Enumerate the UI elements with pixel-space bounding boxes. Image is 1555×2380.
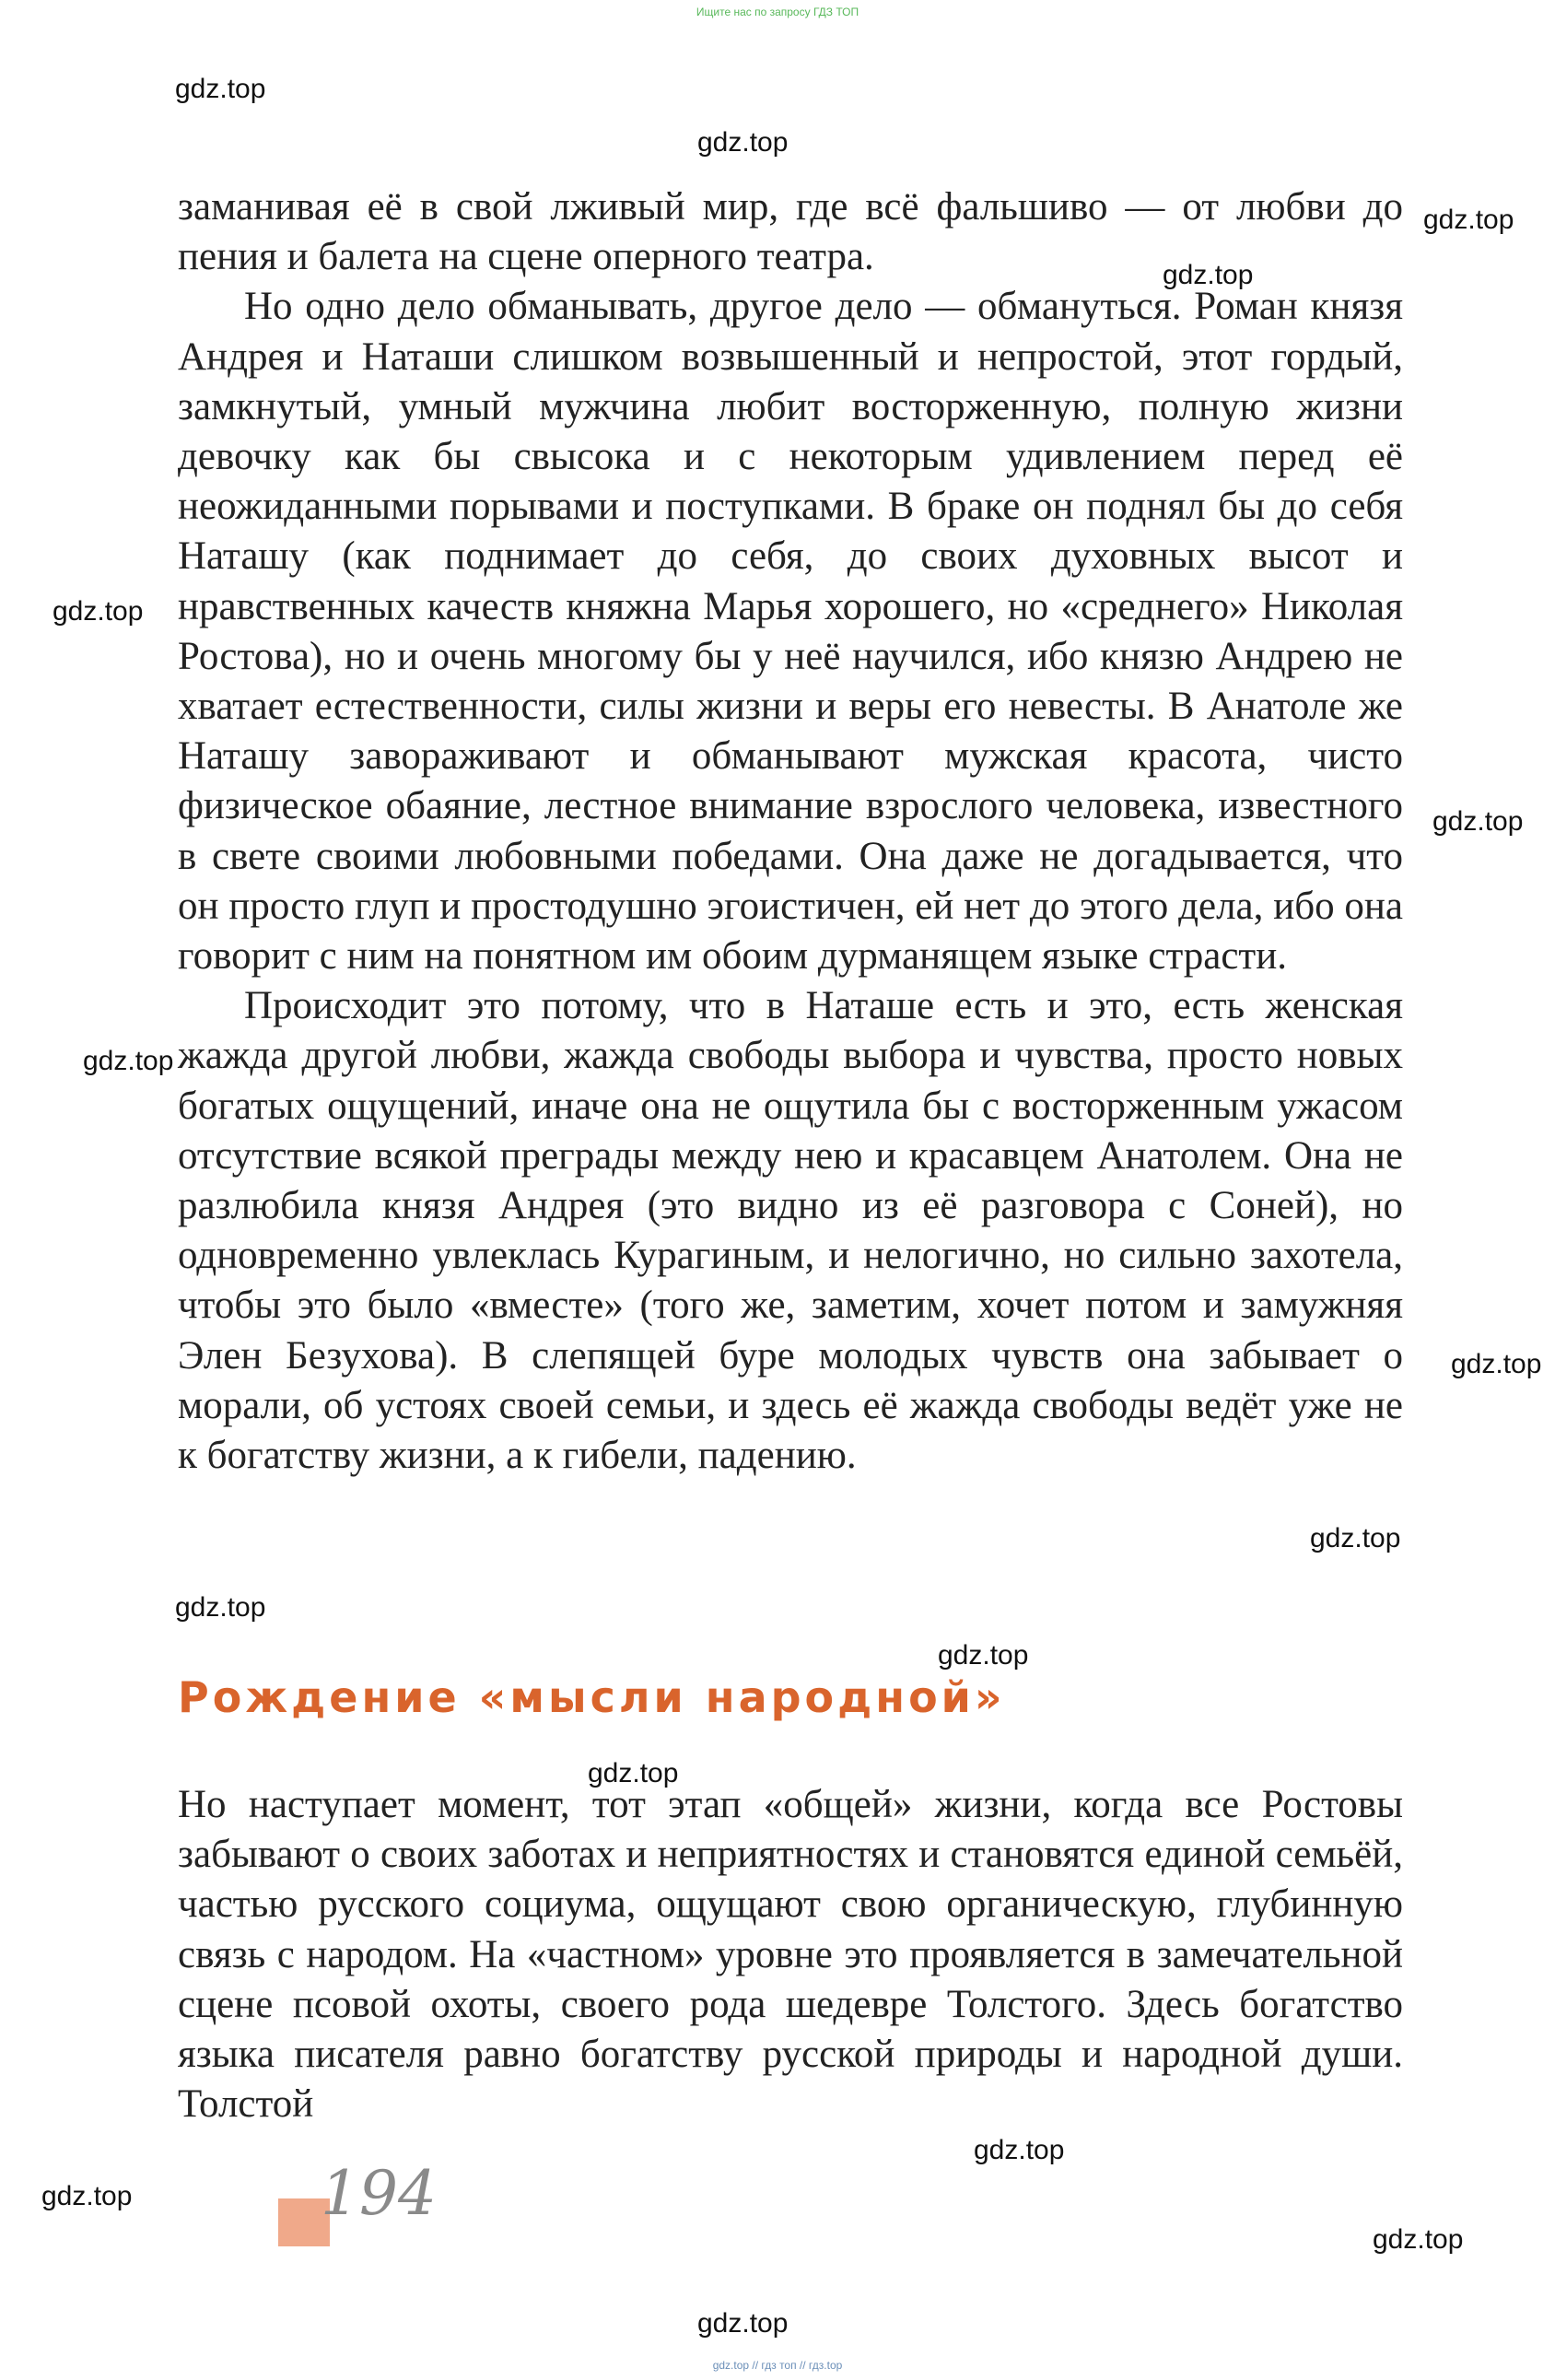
section-heading: Рождение «мысли народной» — [178, 1672, 1006, 1722]
watermark: gdz.top — [938, 1640, 1029, 1671]
watermark: gdz.top — [1451, 1349, 1542, 1379]
watermark: gdz.top — [588, 1758, 679, 1788]
watermark: gdz.top — [83, 1046, 174, 1076]
watermark: gdz.top — [974, 2135, 1065, 2165]
main-text — [178, 182, 1403, 1481]
watermark: gdz.top — [41, 2181, 133, 2211]
watermark: gdz.top — [175, 1592, 266, 1623]
paragraph: заманивая её в свой лживый мир, где всё фальшиво — от любви до пения и балета на сцене оперного театра. — [178, 185, 1403, 279]
footer-links[interactable]: gdz.top // гдз топ // гдз.top — [712, 2359, 843, 2372]
top-banner[interactable]: Ищите нас по запросу ГДЗ ТОП — [696, 6, 859, 18]
paragraph: Но одно дело обманывать, другое дело — обмануться. Роман князя Андрея и Наташи слишком возвышенный и непростой, этот гордый, замкнутый, умный мужчина любит восторженную, полную жизни девочку как бы свысока и с некоторым удивлением перед её неожиданными порывами и поступками. В браке он поднял бы до себя Наташу (как поднимает до себя, до своих духовных высот и нравственных качеств княжна Марья хорошего, но «среднего» Николая Ростова), но и очень многому бы у неё научился, ибо князю Андрею не хватает естественности, силы жизни и веры его невесты. В Анатоле же Наташу завораживают и обманывают мужская красота, чисто физическое обаяние, лестное внимание взрослого человека, известного в свете своими любовными победами. Она даже не догадывается, что он просто глуп и простодушно эгоистичен, ей нет до этого дела, ибо она говорит с ним на понятном им обоим дурманящем языке страсти. — [178, 285, 1403, 979]
paragraph: Но наступает момент, тот этап «общей» жизни, когда все Ростовы забывают о своих заботах и неприятностях и становятся единой семьёй, частью русского социума, ощущают свою органическую, глубинную связь с народом. На «частном» уровне это проявляется в замечательной сцене псовой охоты, своего рода шедевре Толстого. Здесь богатство языка писателя равно богатству русской природы и народной души. Толстой — [178, 1783, 1403, 2127]
watermark: gdz.top — [53, 596, 144, 627]
section-text — [178, 1780, 1403, 2129]
watermark: gdz.top — [1163, 260, 1254, 290]
watermark: gdz.top — [697, 2308, 789, 2339]
watermark: gdz.top — [697, 127, 789, 158]
page-number: 194 — [321, 2158, 437, 2229]
watermark: gdz.top — [1432, 806, 1524, 837]
watermark: gdz.top — [1310, 1523, 1401, 1553]
watermark: gdz.top — [1373, 2224, 1464, 2255]
paragraph: Происходит это потому, что в Наташе есть и это, есть женская жажда другой любви, жажда свободы выбора и чувства, просто новых богатых ощущений, иначе она не ощутила бы с восторженным ужасом отсутствие всякой преграды между нею и красавцем Анатолем. Она не разлюбила князя Андрея (это видно из её разговора с Соней), но одновременно увлеклась Курагиным, и нелогично, но сильно захотела, чтобы это было «вместе» (того же, заметим, хочет потом и замужняя Элен Безухова). В слепящей буре молодых чувств она забывает о морали, об устоях своей семьи, и здесь её жажда свободы ведёт уже не к богатству жизни, а к гибели, падению. — [178, 984, 1403, 1478]
watermark: gdz.top — [175, 74, 266, 104]
watermark: gdz.top — [1423, 205, 1514, 235]
